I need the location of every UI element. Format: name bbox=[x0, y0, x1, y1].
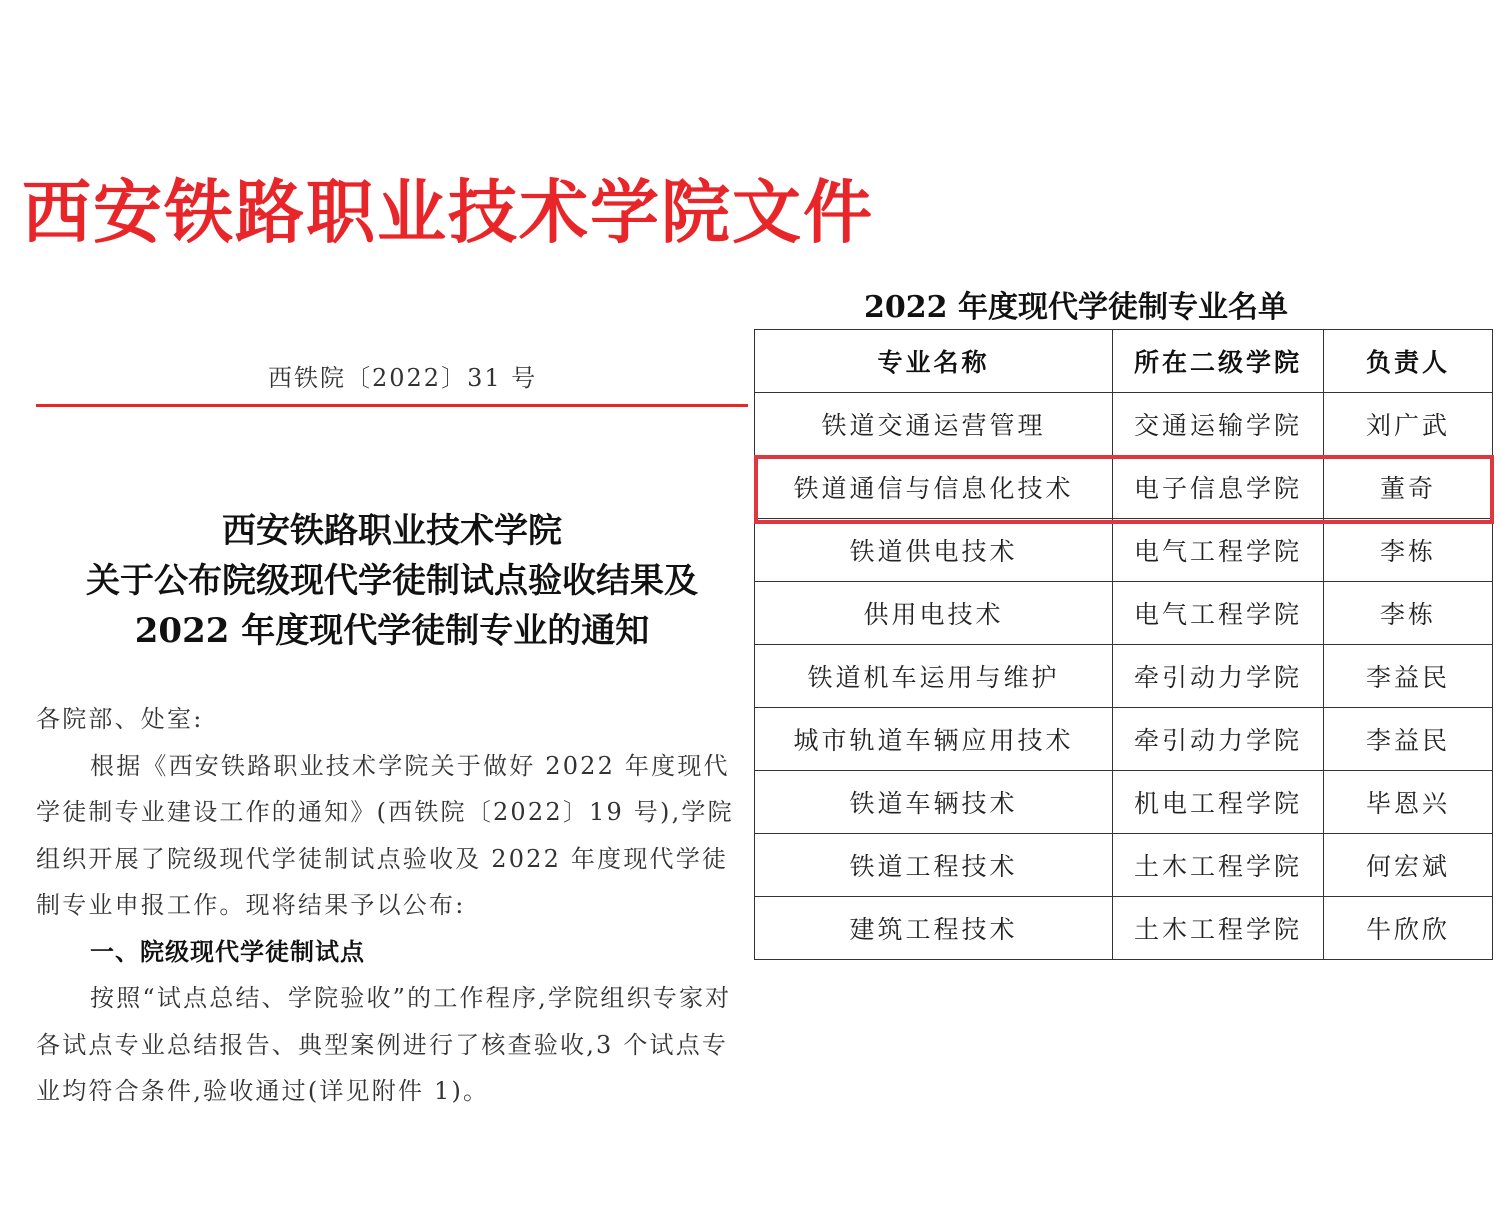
table-row bbox=[755, 897, 1493, 960]
college-cell: 电气工程学院 bbox=[1113, 582, 1324, 645]
body-paragraph: 按照“试点总结、学院验收”的工作程序,学院组织专家对各试点专业总结报告、典型案例进行了核查验收,3 个试点专业均符合条件,验收通过(详见附件 1)。 bbox=[36, 984, 732, 1105]
highlight-box bbox=[754, 455, 1494, 524]
salutation: 各院部、处室: bbox=[36, 705, 204, 733]
leader-cell: 何宏斌 bbox=[1324, 834, 1493, 897]
column-header: 负责人 bbox=[1324, 330, 1493, 393]
leader-cell: 牛欣欣 bbox=[1324, 897, 1493, 960]
major-name-cell: 建筑工程技术 bbox=[755, 897, 1113, 960]
major-list-title: 2022 年度现代学徒制专业名单 bbox=[864, 290, 1288, 325]
college-cell: 电气工程学院 bbox=[1113, 519, 1324, 582]
major-name-cell: 铁道车辆技术 bbox=[755, 771, 1113, 834]
college-cell: 交通运输学院 bbox=[1113, 393, 1324, 456]
college-cell: 机电工程学院 bbox=[1113, 771, 1324, 834]
college-cell: 牵引动力学院 bbox=[1113, 708, 1324, 771]
leader-cell: 李栋 bbox=[1324, 519, 1493, 582]
major-list-table bbox=[754, 329, 1493, 960]
column-header: 专业名称 bbox=[755, 330, 1113, 393]
table-row bbox=[755, 708, 1493, 771]
major-name-cell: 铁道供电技术 bbox=[755, 519, 1113, 582]
notice-title-line: 西安铁路职业技术学院 bbox=[222, 511, 562, 551]
table-row bbox=[755, 582, 1493, 645]
college-cell: 土木工程学院 bbox=[1113, 834, 1324, 897]
notice-title-line: 2022 年度现代学徒制专业的通知 bbox=[134, 611, 650, 651]
table-row bbox=[755, 393, 1493, 456]
leader-cell: 毕恩兴 bbox=[1324, 771, 1493, 834]
major-name-cell: 供用电技术 bbox=[755, 582, 1113, 645]
document-number: 西铁院〔2022〕31 号 bbox=[268, 364, 538, 392]
leader-cell: 李栋 bbox=[1324, 582, 1493, 645]
major-name-cell: 铁道机车运用与维护 bbox=[755, 645, 1113, 708]
leader-cell: 李益民 bbox=[1324, 708, 1493, 771]
college-cell: 牵引动力学院 bbox=[1113, 645, 1324, 708]
major-name-cell: 铁道交通运营管理 bbox=[755, 393, 1113, 456]
table-header-row bbox=[755, 330, 1493, 393]
document-header: 西安铁路职业技术学院文件 bbox=[22, 172, 874, 253]
header-divider bbox=[36, 404, 748, 407]
column-header: 所在二级学院 bbox=[1113, 330, 1324, 393]
leader-cell: 刘广武 bbox=[1324, 393, 1493, 456]
leader-cell: 李益民 bbox=[1324, 645, 1493, 708]
table-row bbox=[755, 645, 1493, 708]
table-row bbox=[755, 519, 1493, 582]
leader-cell: 董奇 bbox=[1324, 456, 1493, 519]
major-name-cell: 城市轨道车辆应用技术 bbox=[755, 708, 1113, 771]
notice-title-line: 关于公布院级现代学徒制试点验收结果及 bbox=[86, 561, 698, 601]
section-heading: 一、院级现代学徒制试点 bbox=[90, 936, 365, 966]
college-cell: 土木工程学院 bbox=[1113, 897, 1324, 960]
college-cell: 电子信息学院 bbox=[1113, 456, 1324, 519]
body-paragraph: 根据《西安铁路职业技术学院关于做好 2022 年度现代学徒制专业建设工作的通知》(西铁院〔2022〕19 号),学院组织开展了院级现代学徒制试点验收及 2022 年度现代学徒制专业申报工作。现将结果予以公布: bbox=[36, 751, 734, 919]
table-row bbox=[755, 834, 1493, 897]
major-name-cell: 铁道通信与信息化技术 bbox=[755, 456, 1113, 519]
major-name-cell: 铁道工程技术 bbox=[755, 834, 1113, 897]
notice-title bbox=[36, 506, 748, 656]
table-row bbox=[755, 771, 1493, 834]
notice-body bbox=[36, 696, 750, 1115]
